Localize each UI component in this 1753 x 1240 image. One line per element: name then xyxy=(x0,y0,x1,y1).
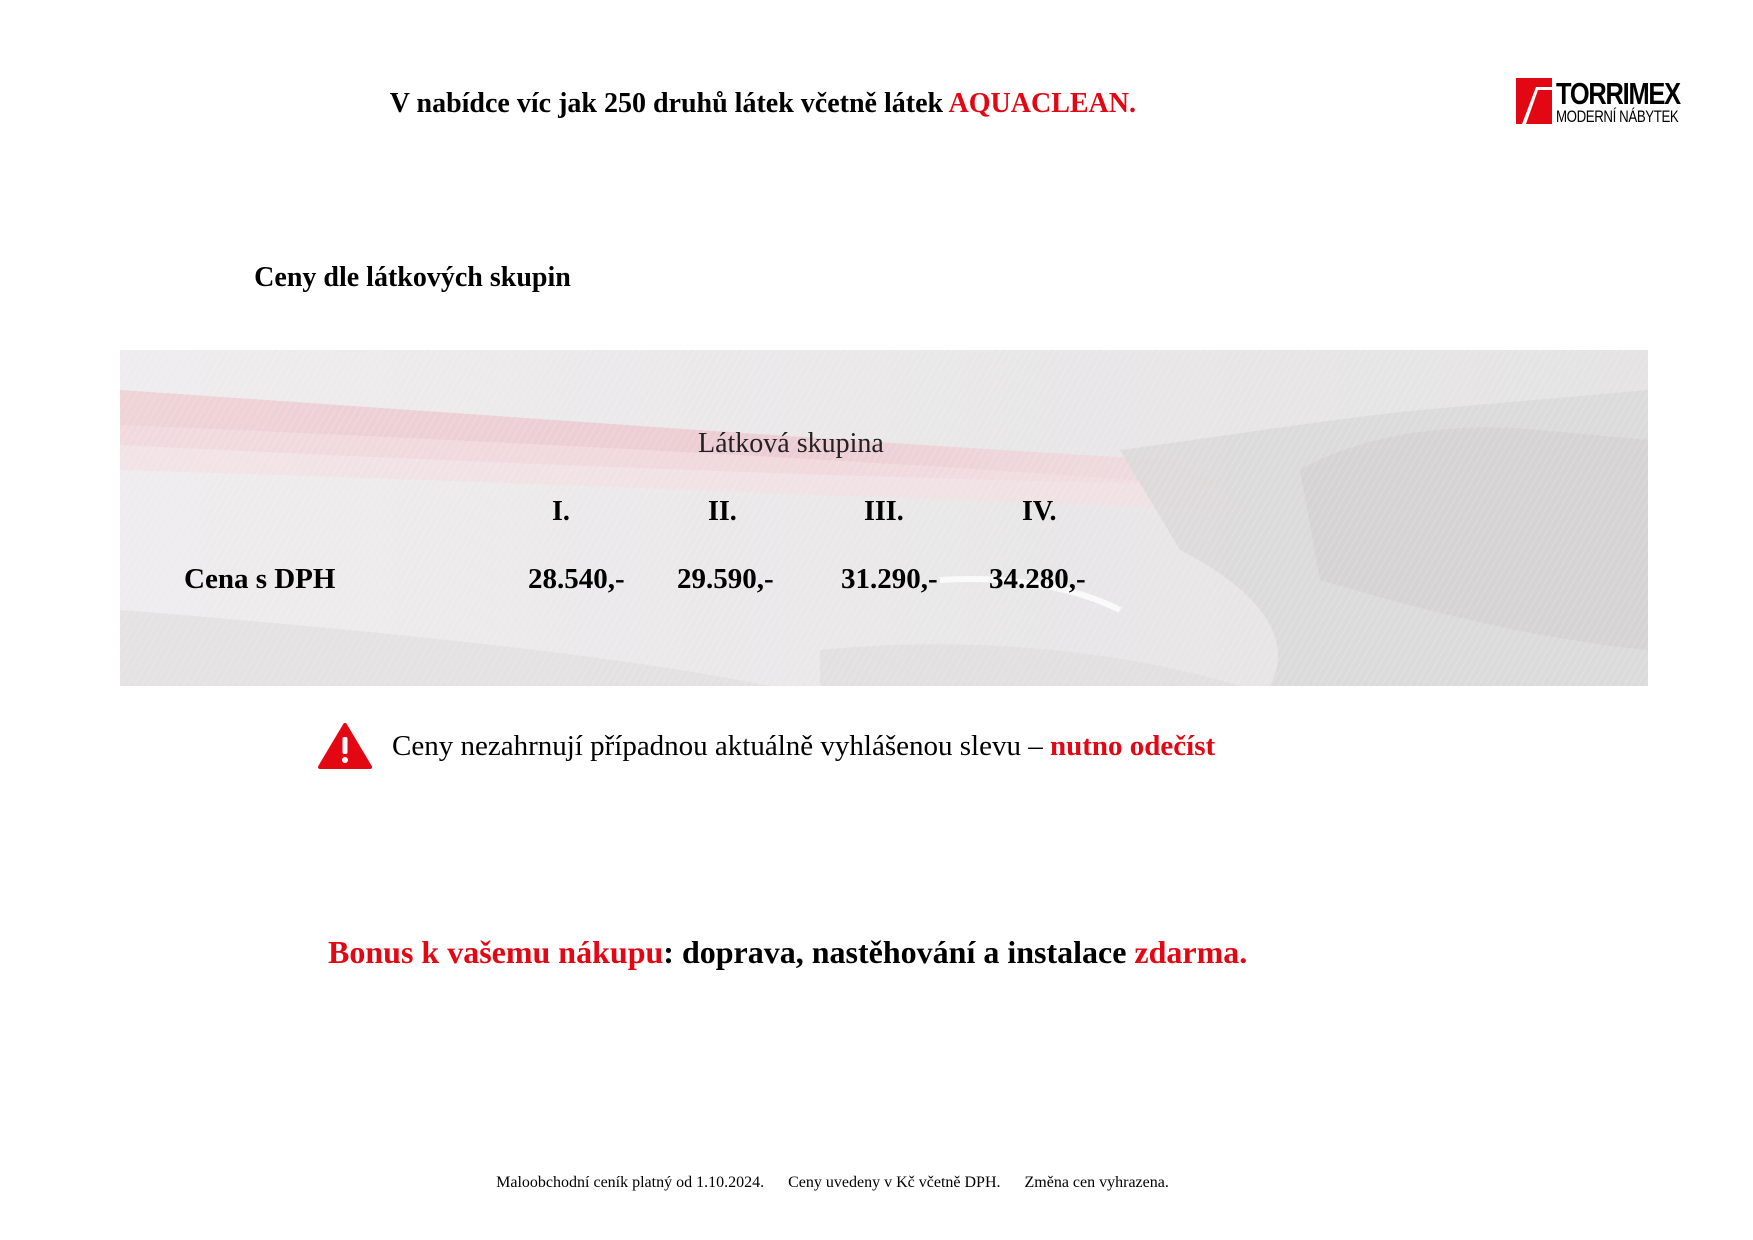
warning-message: Ceny nezahrnují případnou aktuálně vyhlášenou slevu – xyxy=(392,729,1050,762)
bonus-tail: zdarma. xyxy=(1134,934,1248,970)
headline-highlight: AQUACLEAN. xyxy=(948,88,1136,119)
footer-notes xyxy=(0,1174,1665,1192)
warning-emphasis: nutno odečíst xyxy=(1049,729,1216,762)
price-cell-2: 29.590,- xyxy=(677,563,774,595)
price-cell-3: 31.290,- xyxy=(841,563,938,595)
logo-tagline: MODERNÍ NÁBYTEK xyxy=(1556,107,1679,126)
price-cell-4: 34.280,- xyxy=(989,563,1086,595)
footer-validity: Maloobchodní ceník platný od 1.10.2024. xyxy=(496,1174,765,1191)
warning-text xyxy=(392,730,1215,763)
group-header-3: III. xyxy=(864,496,904,527)
headline-text: V nabídce víc jak 250 druhů látek včetně látek xyxy=(389,88,949,119)
bonus-lead: Bonus k vašemu nákupu xyxy=(328,934,664,970)
price-cell-1: 28.540,- xyxy=(528,563,625,595)
discount-warning xyxy=(318,722,1215,770)
group-caption: Látková skupina xyxy=(698,428,884,459)
group-header-4: IV. xyxy=(1022,496,1057,527)
bonus-offer xyxy=(328,934,1247,971)
torrimex-logo xyxy=(1516,78,1686,128)
group-header-1: I. xyxy=(552,496,570,527)
logo-brand: TORRIMEX xyxy=(1556,76,1680,111)
bonus-middle: : doprava, nastěhování a instalace xyxy=(663,934,1135,970)
group-header-2: II. xyxy=(708,496,737,527)
footer-currency: Ceny uvedeny v Kč včetně DPH. xyxy=(788,1174,1001,1191)
row-label-price: Cena s DPH xyxy=(184,563,336,595)
warning-triangle-icon xyxy=(318,722,372,770)
footer-disclaimer: Změna cen vyhrazena. xyxy=(1024,1174,1169,1191)
headline xyxy=(0,88,1136,120)
price-table-panel xyxy=(120,350,1648,686)
section-title: Ceny dle látkových skupin xyxy=(254,262,571,293)
logo-mark-icon xyxy=(1516,78,1552,124)
